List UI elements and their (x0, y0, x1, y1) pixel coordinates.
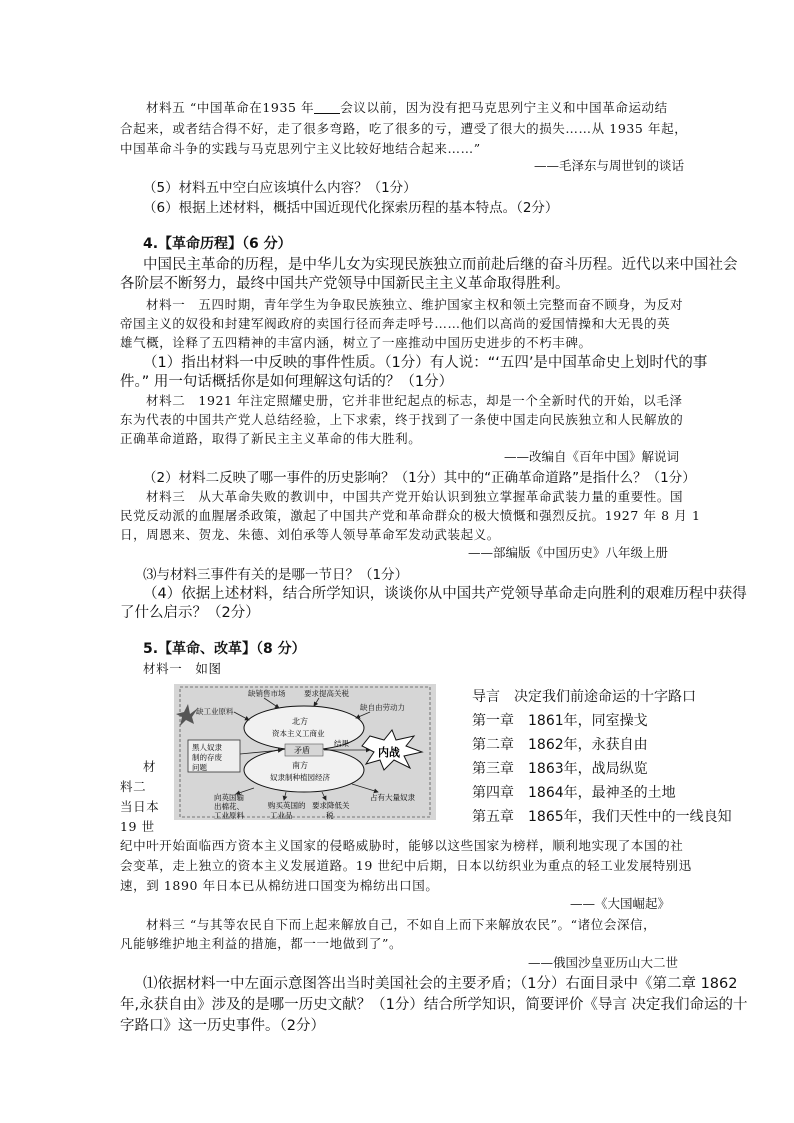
buy-1: 购买英国的 (268, 801, 306, 810)
s5-material-2-line-2: 会变革，走上独立的资本主义发展道路。19 世纪中后期，日本以纺织业为重点的轻工业发展特别迅 (120, 858, 692, 873)
question-6: （6）根据上述材料，概括中国近现代化探索历程的基本特点。（2分） (143, 200, 559, 216)
material-five-line-3: 中国革命斗争的实践与马克思列宁主义比较好地结合起来……” (120, 141, 481, 156)
toc-chapter-4: 第四章 1864年，最神圣的土地 (472, 785, 676, 801)
low-tariff-2: 税 (326, 811, 334, 820)
us-society-diagram (174, 684, 436, 820)
slavery-issue-1: 黑人奴隶 (192, 743, 222, 752)
s5-question-1-line-2: 年,永获自由》涉及的是哪一历史文献？（1分）结合所学知识，简要评价《导言 决定我们命运的十 (120, 997, 748, 1013)
s5-material-3-line-1: 材料三 “与其等农民自下而上起来解放自己，不如自上而下来解放农民”。“诸位会深信， (146, 917, 657, 932)
section-4-heading: 4.【革命历程】（6 分） (143, 236, 292, 252)
material-five-source: ——毛泽东与周世钊的谈话 (534, 158, 685, 173)
question-5: （5）材料五中空白应该填什么内容？（1分） (143, 180, 417, 196)
toc-chapter-1: 第一章 1861年，同室操戈 (472, 713, 648, 729)
s4-question-1-line-1: （1）指出材料一中反映的事件性质。（1分）有人说：“‘五四’是中国革命史上划时代的事 (143, 355, 708, 371)
toc-chapter-2: 第二章 1862年，永获自由 (472, 737, 648, 753)
civil-war-label: 内战 (378, 746, 400, 759)
toc-chapter-3: 第三章 1863年，战局纵览 (472, 761, 648, 777)
section-4-intro-2: 各阶层不断努力，最终中国共产党领导中国新民主主义革命取得胜利。 (120, 276, 570, 292)
s5-question-1-line-1: ⑴依据材料一中左面示意图答出当时美国社会的主要矛盾；（1分）右面目录中《第二章 1862 (143, 976, 738, 992)
s5-m2-left-3: 当日本 (120, 799, 160, 814)
material-five-line-2: 合起来，或者结合得不好，走了很多弯路，吃了很多的亏，遭受了很大的损失……从 1935 年起， (120, 121, 688, 136)
export-3: 工业原料 (214, 811, 244, 820)
s4-material-2-line-1: 材料二 1921 年注定照耀史册，它并非世纪起点的标志，却是一个全新时代的开始，以毛泽 (146, 393, 683, 408)
low-tariff-1: 要求降低关 (312, 801, 350, 810)
s4-material-2-line-2: 东为代表的中国共产党人总结经验，上下求索，终于找到了一条使中国走向民族独立和人民解放的 (120, 412, 684, 427)
s5-material-3-line-2: 凡能够维护地主利益的措施，都一一地做到了”。 (120, 936, 403, 951)
export-1: 向英国输 (214, 793, 244, 802)
burst-icon (176, 704, 198, 726)
slavery-issue-3: 问题 (192, 763, 207, 772)
contradiction-label: 矛盾 (294, 746, 310, 755)
s5-m2-left-1: 材 (143, 759, 157, 774)
section-5-heading: 5.【革命、改革】（8 分） (143, 641, 306, 657)
s5-material-2-line-3: 速，到 1890 年日本已从棉纺进口国变为棉纺出口国。 (120, 878, 439, 893)
label-lack-raw: 缺工业原料 (196, 707, 234, 716)
s5-material-2-source: ——《大国崛起》 (570, 896, 671, 911)
slavery-issue-2: 制的存废 (192, 753, 222, 762)
s4-question-3: ⑶与材料三事件有关的是哪一节日？（1分） (143, 567, 409, 583)
s4-question-2: （2）材料二反映了哪一事件的历史影响？（1分）其中的“正确革命道路”是指什么？（1分） (143, 470, 696, 486)
s4-material-1-line-2: 帝国主义的奴役和封建军阀政府的卖国行径而奔走呼号……他们以高尚的爱国情操和大无畏的英 (120, 316, 671, 331)
s4-material-3-source: ——部编版《中国历史》八年级上册 (468, 545, 669, 560)
export-2: 出棉花、 (214, 802, 244, 811)
s5-material-1-label: 材料一 如图 (143, 661, 222, 676)
north-label: 北方 (292, 717, 308, 726)
s4-material-3-line-1: 材料三 从大革命失败的教训中，中国共产党开始认识到独立掌握革命武装力量的重要性。国 (146, 489, 684, 504)
s4-question-1-line-2: 件。” 用一句话概括你是如何理解这句话的？（1分） (120, 374, 454, 390)
result-label: 结果 (334, 739, 349, 748)
s4-material-1-line-1: 材料一 五四时期，青年学生为争取民族独立、维护国家主权和领土完整而奋不顾身，为反对 (146, 297, 684, 312)
toc-chapter-5: 第五章 1865年，我们天性中的一线良知 (472, 809, 732, 825)
section-4-intro-1: 中国民主革命的历程，是中华儿女为实现民族独立而前赴后继的奋斗历程。近代以来中国社会 (143, 257, 738, 273)
south-label: 南方 (292, 761, 308, 770)
north-economy: 资本主义工商业 (272, 729, 325, 738)
s4-material-2-source: ——改编自《百年中国》解说词 (504, 449, 680, 464)
s4-question-4-line-1: （4）依据上述材料，结合所学知识，谈谈你从中国共产党领导革命走向胜利的艰难历程中获得 (143, 586, 747, 602)
s4-material-3-line-3: 日，周恩来、贺龙、朱德、刘伯承等人领导革命军发动武装起义。 (120, 527, 500, 542)
s4-material-1-line-3: 雄气概，诠释了五四精神的丰富内涵，树立了一座推动中国历史进步的不朽丰碑。 (120, 335, 592, 350)
own-slaves: 占有大量奴隶 (370, 793, 415, 802)
material-five-line-1: 材料五 “中国革命在1935 年 会议以前，因为没有把马克思列宁主义和中国革命运动结 (146, 100, 668, 115)
s5-material-2-line-1: 纪中叶开始面临西方资本主义国家的侵略威胁时，能够以这些国家为榜样，顺利地实现了本国的社 (120, 838, 684, 853)
label-lack-market: 缺销售市场 (248, 689, 286, 698)
toc-introduction: 导言 决定我们前途命运的十字路口 (472, 689, 696, 705)
s4-material-3-line-2: 民党反动派的血腥屠杀政策，激起了中国共产党和革命群众的极大愤慨和强烈反抗。1927 年 8 月 1 (120, 508, 701, 523)
s5-material-3-source: ——俄国沙皇亚历山大二世 (528, 955, 679, 970)
buy-2: 工业品 (270, 811, 293, 820)
label-lack-labor: 缺自由劳动力 (360, 703, 405, 712)
label-tariff-raise: 要求提高关税 (304, 689, 349, 698)
s5-m2-left-2: 料二 (120, 779, 147, 794)
s4-material-2-line-3: 正确革命道路，取得了新民主主义革命的伟大胜利。 (120, 431, 422, 446)
s5-question-1-line-3: 字路口》这一历史事件。（2分） (120, 1018, 325, 1034)
s5-m2-left-4: 19 世 (120, 819, 155, 834)
south-economy: 奴隶制种植园经济 (270, 773, 330, 782)
s4-question-4-line-2: 了什么启示？（2分） (120, 605, 260, 621)
fill-in-blank (314, 101, 340, 114)
